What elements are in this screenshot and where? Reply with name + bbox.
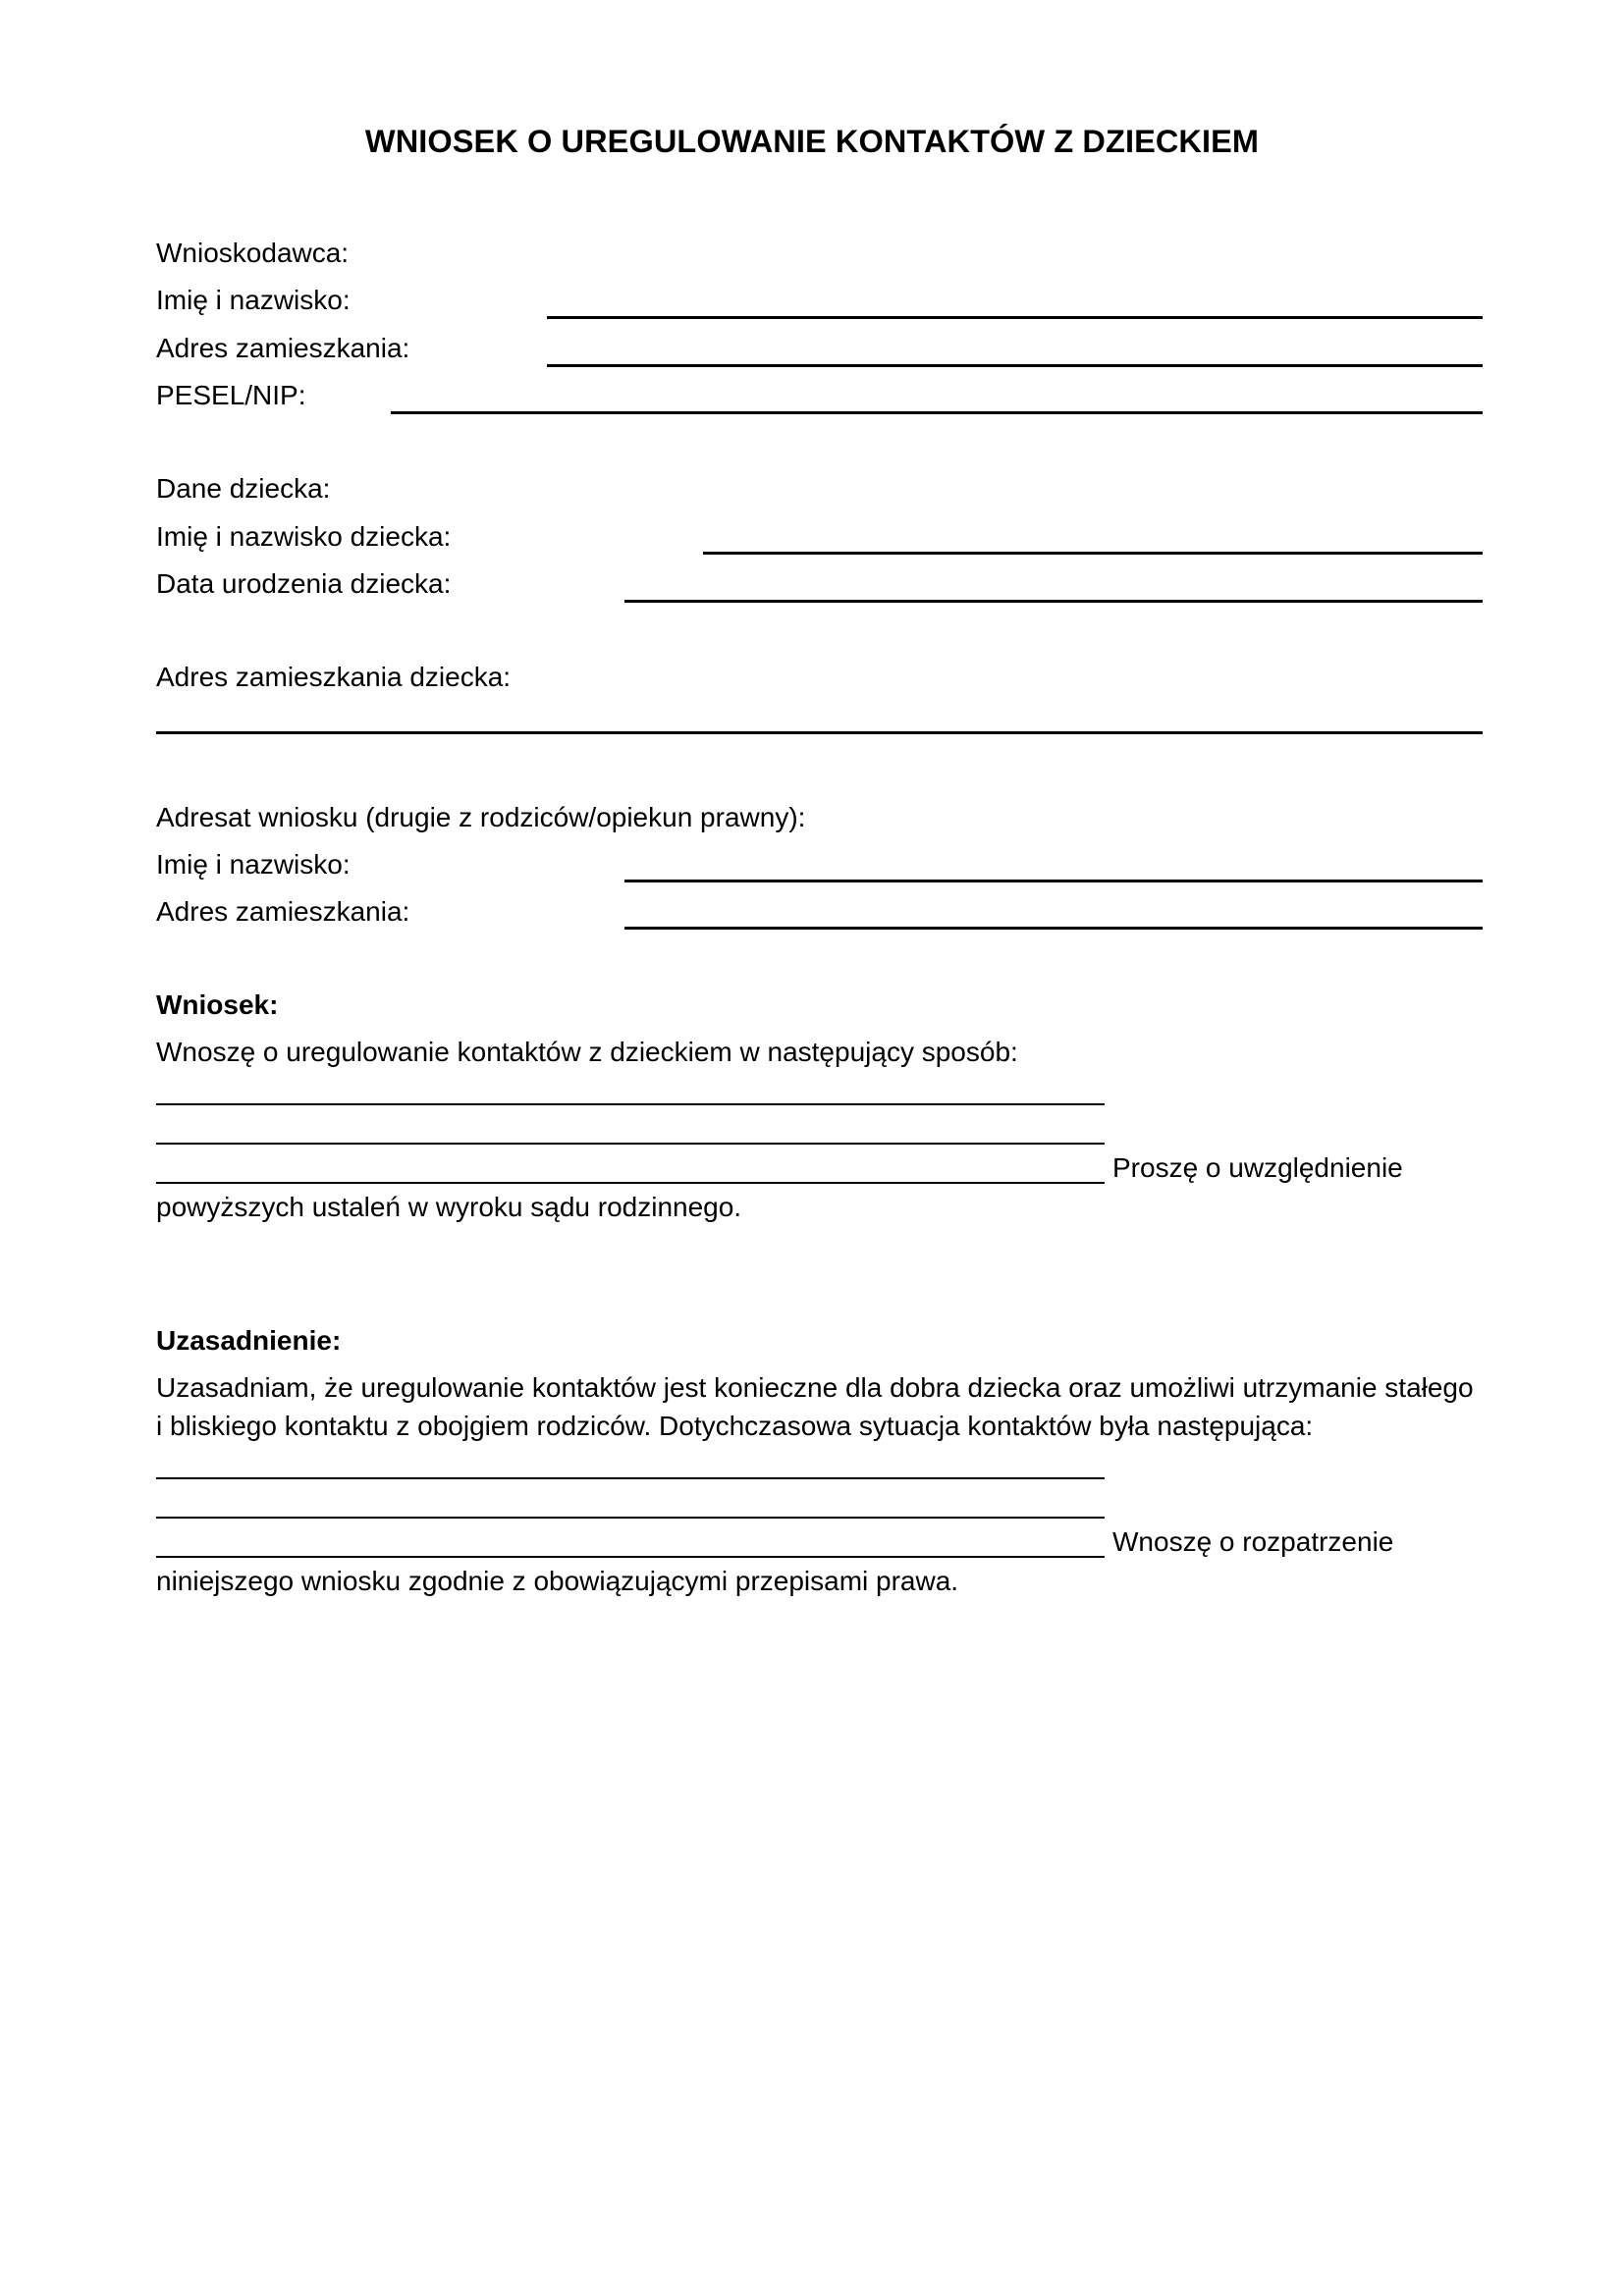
applicant-name-field-line[interactable] — [547, 316, 1483, 319]
child-address-label: Adres zamieszkania dziecka: — [156, 662, 512, 692]
request-tail-next: powyższych ustaleń w wyroku sądu rodzinnego. — [156, 1192, 742, 1222]
addressee-name-label: Imię i nazwisko: — [156, 849, 351, 880]
child-birthdate-field-line[interactable] — [624, 600, 1483, 603]
justification-line-2: i bliskiego kontaktu z obojgiem rodziców. Dotychczasowa sytuacja kontaktów była następująca: — [156, 1411, 1314, 1441]
applicant-address-label: Adres zamieszkania: — [156, 333, 410, 363]
justification-line-1: Uzasadniam, że uregulowanie kontaktów jest konieczne dla dobra dziecka oraz umożliwi utrzymanie stałego — [156, 1372, 1474, 1403]
applicant-pesel-field-line[interactable] — [391, 411, 1483, 414]
applicant-address-field-line[interactable] — [547, 364, 1483, 367]
document-title: WNIOSEK O UREGULOWANIE KONTAKTÓW Z DZIECKIEM — [364, 124, 1260, 159]
child-name-field-line[interactable] — [703, 552, 1483, 555]
justification-heading: Uzasadnienie: — [156, 1325, 342, 1356]
request-tail-inline: Proszę o uwzględnienie — [1112, 1152, 1403, 1183]
addressee-address-field-line[interactable] — [624, 927, 1483, 930]
child-name-label: Imię i nazwisko dziecka: — [156, 521, 452, 552]
applicant-pesel-label: PESEL/NIP: — [156, 380, 306, 410]
child-birthdate-label: Data urodzenia dziecka: — [156, 568, 452, 599]
request-heading: Wniosek: — [156, 989, 279, 1020]
request-blank-line-2[interactable] — [156, 1143, 1105, 1145]
justification-blank-line-3[interactable] — [156, 1556, 1105, 1558]
justification-tail-inline: Wnoszę o rozpatrzenie — [1112, 1526, 1394, 1557]
addressee-name-field-line[interactable] — [624, 880, 1483, 882]
justification-blank-line-1[interactable] — [156, 1477, 1105, 1479]
applicant-heading: Wnioskodawca: — [156, 238, 350, 268]
child-address-field-line[interactable] — [156, 731, 1483, 734]
justification-blank-line-2[interactable] — [156, 1517, 1105, 1519]
request-blank-line-1[interactable] — [156, 1103, 1105, 1105]
addressee-heading: Adresat wniosku (drugie z rodziców/opiekun prawny): — [156, 802, 806, 832]
request-blank-line-3[interactable] — [156, 1182, 1105, 1184]
applicant-name-label: Imię i nazwisko: — [156, 285, 351, 315]
child-heading: Dane dziecka: — [156, 473, 331, 504]
request-intro: Wnoszę o uregulowanie kontaktów z dzieckiem w następujący sposób: — [156, 1037, 1018, 1067]
justification-tail-next: niniejszego wniosku zgodnie z obowiązującymi przepisami prawa. — [156, 1566, 959, 1596]
addressee-address-label: Adres zamieszkania: — [156, 896, 410, 927]
